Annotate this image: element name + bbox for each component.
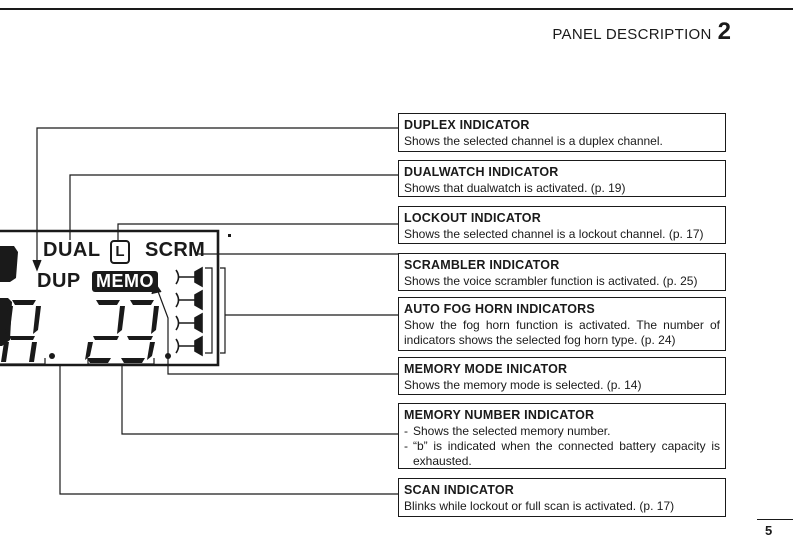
box-text: Shows the voice scrambler function is activated. (p. 25) bbox=[404, 274, 698, 288]
box-text: Shows that dualwatch is activated. (p. 19) bbox=[404, 181, 626, 195]
dual-indicator-label: DUAL bbox=[43, 239, 101, 261]
chapter-number: 2 bbox=[717, 18, 731, 45]
fog-horn-icon-4 bbox=[176, 337, 202, 355]
scrambler-indicator-label: SCRM bbox=[145, 239, 206, 261]
box-title: SCAN INDICATOR bbox=[404, 483, 514, 497]
fog-horn-indicator-box bbox=[398, 297, 726, 351]
digit-3 bbox=[121, 300, 159, 363]
bullet-dash: - bbox=[404, 439, 408, 453]
box-title: DUALWATCH INDICATOR bbox=[404, 165, 559, 179]
scrambler-indicator-box bbox=[398, 253, 726, 291]
box-title: AUTO FOG HORN INDICATORS bbox=[404, 302, 595, 316]
stray-dot bbox=[228, 234, 231, 237]
section-title: PANEL DESCRIPTION bbox=[552, 26, 712, 43]
dualwatch-indicator-box bbox=[398, 160, 726, 197]
list-item-text: Shows the selected memory number. bbox=[413, 424, 611, 438]
box-text: Shows the selected channel is a duplex channel. bbox=[404, 134, 663, 148]
lockout-indicator-label: L bbox=[110, 240, 130, 264]
fog-horn-icon-1 bbox=[176, 268, 202, 286]
box-title: MEMORY NUMBER INDICATOR bbox=[404, 408, 595, 422]
list-item-text: “b” is indicated when the connected battery capacity is exhausted. bbox=[413, 439, 720, 468]
list-item bbox=[404, 424, 720, 439]
duplex-indicator-label: DUP bbox=[37, 270, 81, 292]
box-text: Show the fog horn function is activated. The number of indicators shows the selected fog horn type. (p. 24) bbox=[404, 318, 720, 347]
leader-scan bbox=[60, 364, 398, 494]
scan-indicator-box bbox=[398, 478, 726, 517]
box-title: SCRAMBLER INDICATOR bbox=[404, 258, 560, 272]
large-digit-8 bbox=[0, 246, 18, 346]
fog-horn-icon-3 bbox=[176, 314, 202, 332]
list-item bbox=[404, 439, 720, 469]
box-text: Shows the selected channel is a lockout channel. (p. 17) bbox=[404, 227, 704, 241]
page-number: 5 bbox=[765, 523, 773, 538]
left-digit-bracket bbox=[0, 358, 45, 364]
decimal-point-1 bbox=[49, 353, 55, 359]
memory-number-indicator-box bbox=[398, 403, 726, 469]
page-number-rule bbox=[757, 519, 793, 520]
box-title: DUPLEX INDICATOR bbox=[404, 118, 530, 132]
box-title: LOCKOUT INDICATOR bbox=[404, 211, 541, 225]
fog-horn-bracket bbox=[205, 268, 212, 353]
leader-memory-number bbox=[88, 358, 398, 434]
digit-2 bbox=[85, 300, 125, 363]
box-text: Blinks while lockout or full scan is activated. (p. 17) bbox=[404, 499, 675, 513]
box-text: Shows the memory mode is selected. (p. 14) bbox=[404, 378, 642, 392]
bullet-dash: - bbox=[404, 424, 408, 438]
memory-mode-indicator-box bbox=[398, 357, 726, 395]
decimal-point-2 bbox=[165, 353, 171, 359]
memo-indicator-label: MEMO bbox=[92, 271, 158, 292]
leader-fog-horn bbox=[220, 268, 398, 353]
duplex-indicator-box bbox=[398, 113, 726, 152]
box-list bbox=[404, 424, 720, 469]
box-title: MEMORY MODE INICATOR bbox=[404, 362, 568, 376]
fog-horn-icon-2 bbox=[176, 291, 202, 309]
lockout-indicator-box bbox=[398, 206, 726, 244]
